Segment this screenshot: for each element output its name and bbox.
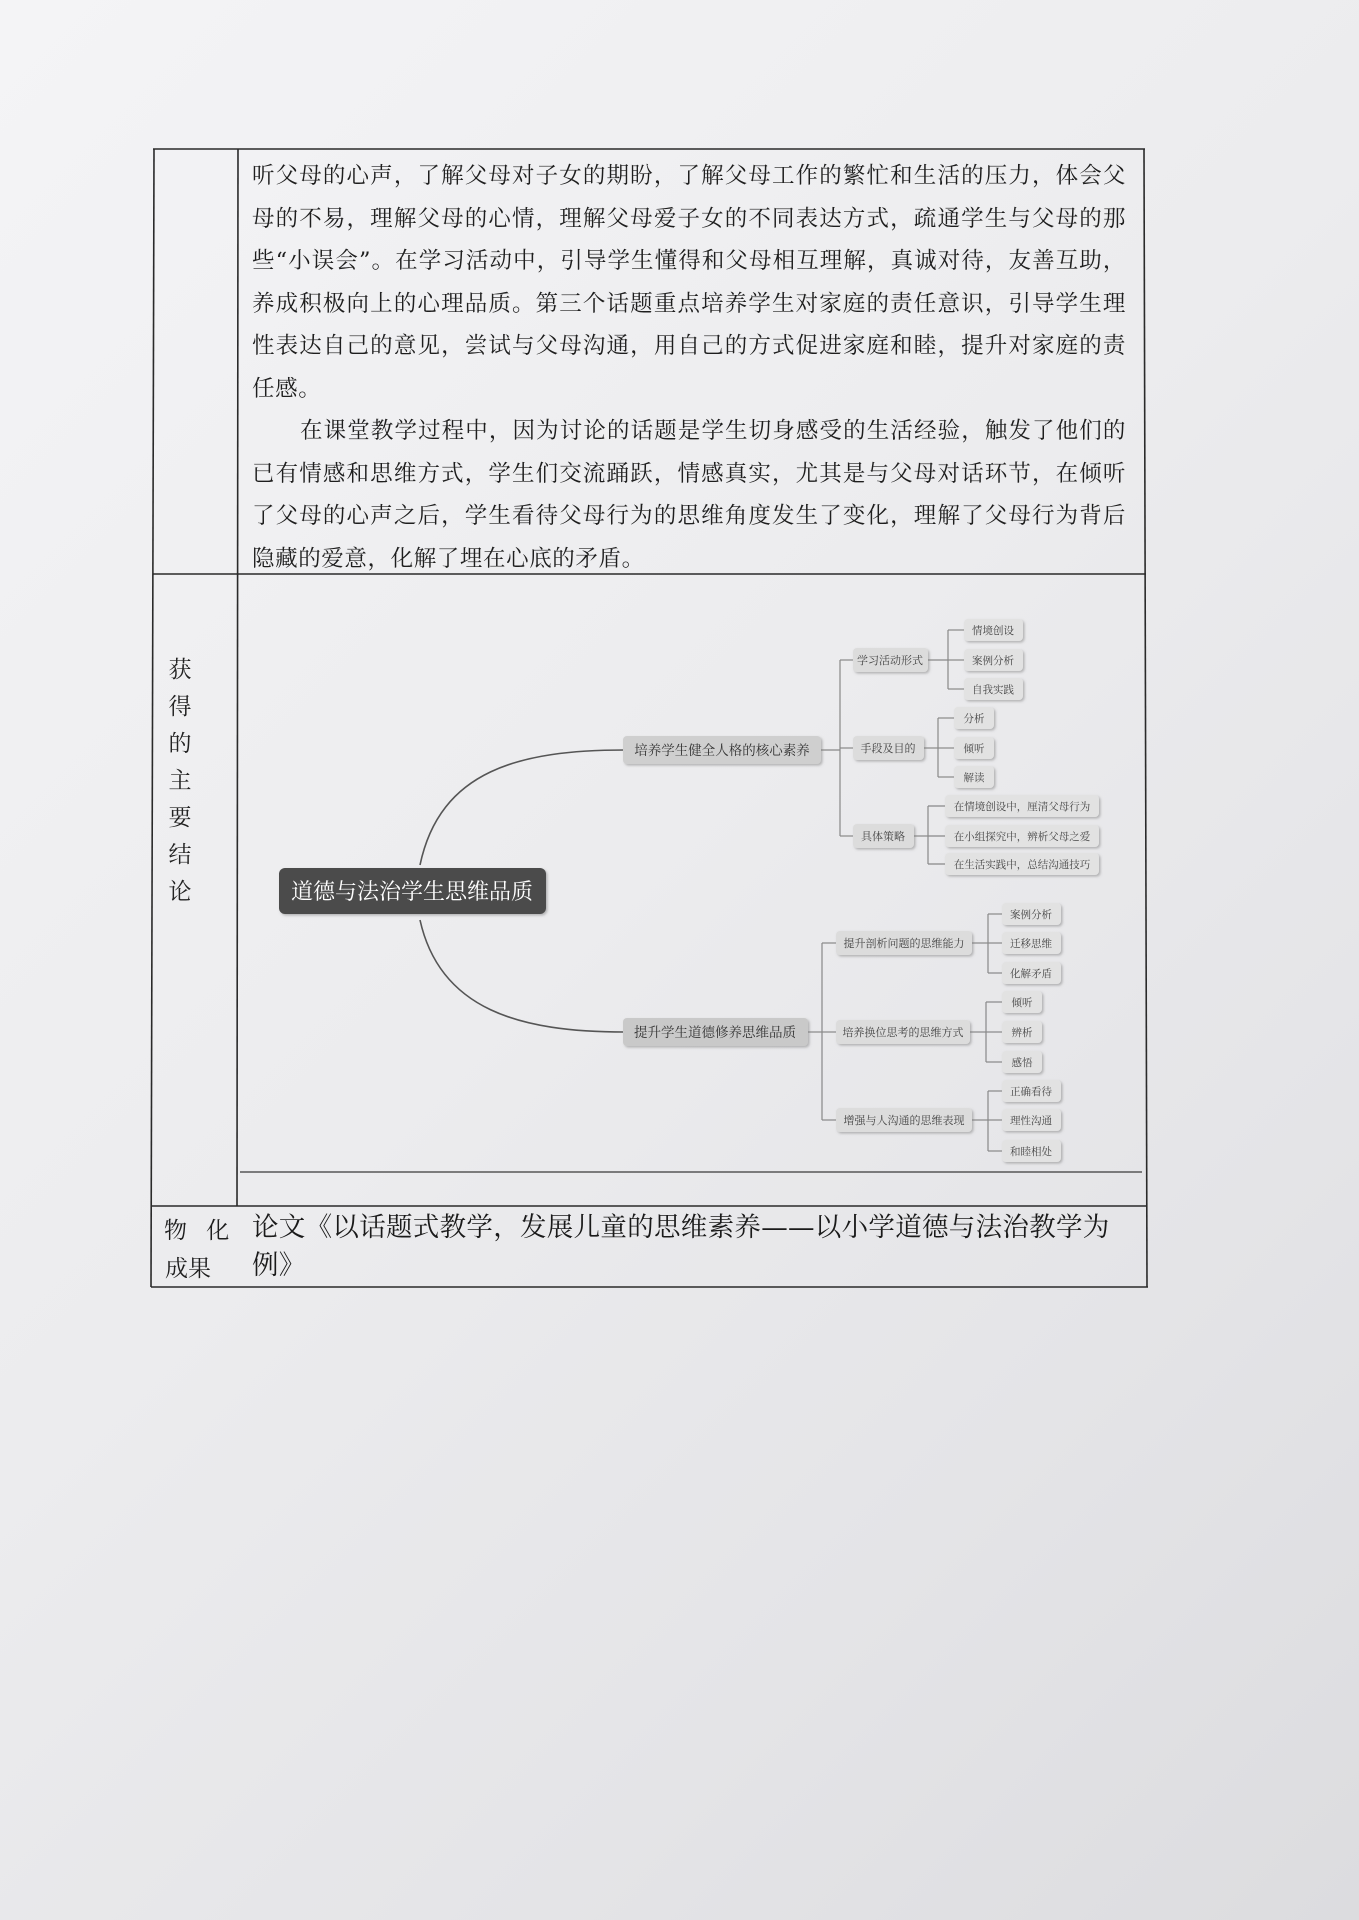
paragraph-classroom-process: 在课堂教学过程中，因为讨论的话题是学生切身感受的生活经验，触发了他们的已有情感和思维方式，学生们交流踊跃，情感真实，尤其是与父母对话环节，在倾听了父母的心声之后，学生看待父母行为的思维角度发生了变化，理解了父母行为背后隐藏的爱意，化解了埋在心底的矛盾。 bbox=[252, 418, 1126, 572]
mindmap-group-label: 增强与人沟通的思维表现 bbox=[843, 1114, 965, 1127]
mindmap-leaf-label: 化解矛盾 bbox=[1010, 968, 1052, 980]
mindmap-leaf-node bbox=[1002, 991, 1042, 1013]
mindmap-group-label: 手段及目的 bbox=[860, 742, 916, 755]
outcome-label-line-1: 物 化 bbox=[164, 1218, 236, 1244]
mindmap-leaf-node bbox=[945, 825, 1099, 847]
mindmap-leaf-label: 案例分析 bbox=[972, 655, 1014, 667]
mindmap-leaf-label: 案例分析 bbox=[1010, 909, 1052, 921]
mindmap-group-label: 培养换位思考的思维方式 bbox=[842, 1026, 964, 1039]
paragraph-continued: 听父母的心声，了解父母对子女的期盼，了解父母工作的繁忙和生活的压力，体会父母的不易，理解父母的心情，理解父母爱子女的不同表达方式，疏通学生与父母的那些“小误会”。在学习活动中，引导学生懂得和父母相互理解，真诚对待，友善互助，养成积极向上的心理品质。第三个话题重点培养学生对家庭的责任意识，引导学生理性表达自己的意见，尝试与父母沟通，用自己的方式促进家庭和睦，提升对家庭的责任感。 bbox=[252, 163, 1126, 402]
mindmap-branch-label: 培养学生健全人格的核心素养 bbox=[634, 743, 810, 759]
mindmap-leaf-label: 解读 bbox=[963, 772, 985, 784]
mindmap-branch-node bbox=[623, 1018, 808, 1046]
mindmap-leaf-node bbox=[1002, 962, 1061, 984]
mindmap-root-label: 道德与法治学生思维品质 bbox=[290, 880, 534, 905]
mindmap-leaf-node bbox=[1002, 903, 1061, 925]
mindmap-group-node bbox=[853, 824, 914, 848]
mindmap-leaf-node bbox=[1002, 1021, 1042, 1043]
label-char: 主 bbox=[168, 768, 192, 794]
mindmap-leaf-label: 辨析 bbox=[1011, 1027, 1033, 1039]
mindmap-leaf-node bbox=[964, 619, 1023, 641]
mindmap-branch-node bbox=[623, 736, 821, 764]
mindmap-leaf-node bbox=[1002, 932, 1061, 954]
mindmap-leaf-node bbox=[945, 795, 1099, 817]
label-char: 得 bbox=[168, 694, 192, 720]
mindmap-branch-label: 提升学生道德修养思维品质 bbox=[634, 1025, 796, 1041]
mindmap-leaf-label: 迁移思维 bbox=[1010, 938, 1052, 950]
label-char: 论 bbox=[168, 879, 192, 905]
mindmap-leaf-label: 理性沟通 bbox=[1010, 1115, 1052, 1127]
mindmap-leaf-label: 在生活实践中，总结沟通技巧 bbox=[953, 859, 1091, 871]
mindmap-leaf-label: 和睦相处 bbox=[1010, 1146, 1052, 1158]
mindmap-group-label: 提升剖析问题的思维能力 bbox=[843, 937, 965, 950]
mindmap-group-node bbox=[853, 736, 924, 760]
mindmap-leaf-label: 分析 bbox=[963, 713, 985, 725]
mindmap-leaf-label: 正确看待 bbox=[1010, 1086, 1052, 1098]
mindmap-leaf-node bbox=[1002, 1140, 1061, 1162]
mindmap-leaf-label: 在小组探究中，辨析父母之爱 bbox=[953, 831, 1091, 843]
mindmap-leaf-node bbox=[964, 649, 1023, 671]
label-char: 的 bbox=[168, 731, 192, 757]
mindmap-group-label: 学习活动形式 bbox=[857, 654, 923, 667]
mindmap-leaf-node bbox=[954, 766, 994, 788]
mindmap-leaf-label: 情境创设 bbox=[972, 625, 1014, 637]
mindmap-leaf-label: 在情境创设中，厘清父母行为 bbox=[953, 801, 1091, 813]
mindmap-leaf-label: 感悟 bbox=[1011, 1057, 1033, 1069]
mindmap-group-node bbox=[853, 648, 928, 672]
mindmap-leaf-label: 自我实践 bbox=[972, 684, 1014, 696]
mindmap-group-node bbox=[836, 1020, 970, 1044]
mindmap-leaf-node bbox=[954, 737, 994, 759]
mindmap-leaf-node bbox=[1002, 1051, 1042, 1073]
mindmap-group-node bbox=[836, 1108, 972, 1132]
label-char: 结 bbox=[168, 842, 192, 868]
mindmap-group-label: 具体策略 bbox=[861, 830, 905, 843]
label-char: 获 bbox=[168, 657, 192, 683]
outcome-text: 论文《以话题式教学，发展儿童的思维素养——以小学道德与法治教学为例》 bbox=[252, 1212, 1110, 1281]
mindmap-leaf-label: 倾听 bbox=[963, 743, 985, 755]
mindmap-leaf-node bbox=[1002, 1109, 1061, 1131]
mindmap-leaf-node bbox=[954, 707, 994, 729]
mindmap-leaf-label: 倾听 bbox=[1011, 997, 1033, 1009]
mindmap-group-node bbox=[836, 931, 972, 955]
mindmap-leaf-node bbox=[945, 853, 1099, 875]
outcome-label-line-2: 成果 bbox=[165, 1256, 211, 1282]
mindmap-leaf-node bbox=[1002, 1080, 1061, 1102]
mindmap-leaf-node bbox=[964, 678, 1023, 700]
mindmap-root-node bbox=[279, 868, 546, 914]
label-char: 要 bbox=[168, 805, 192, 831]
